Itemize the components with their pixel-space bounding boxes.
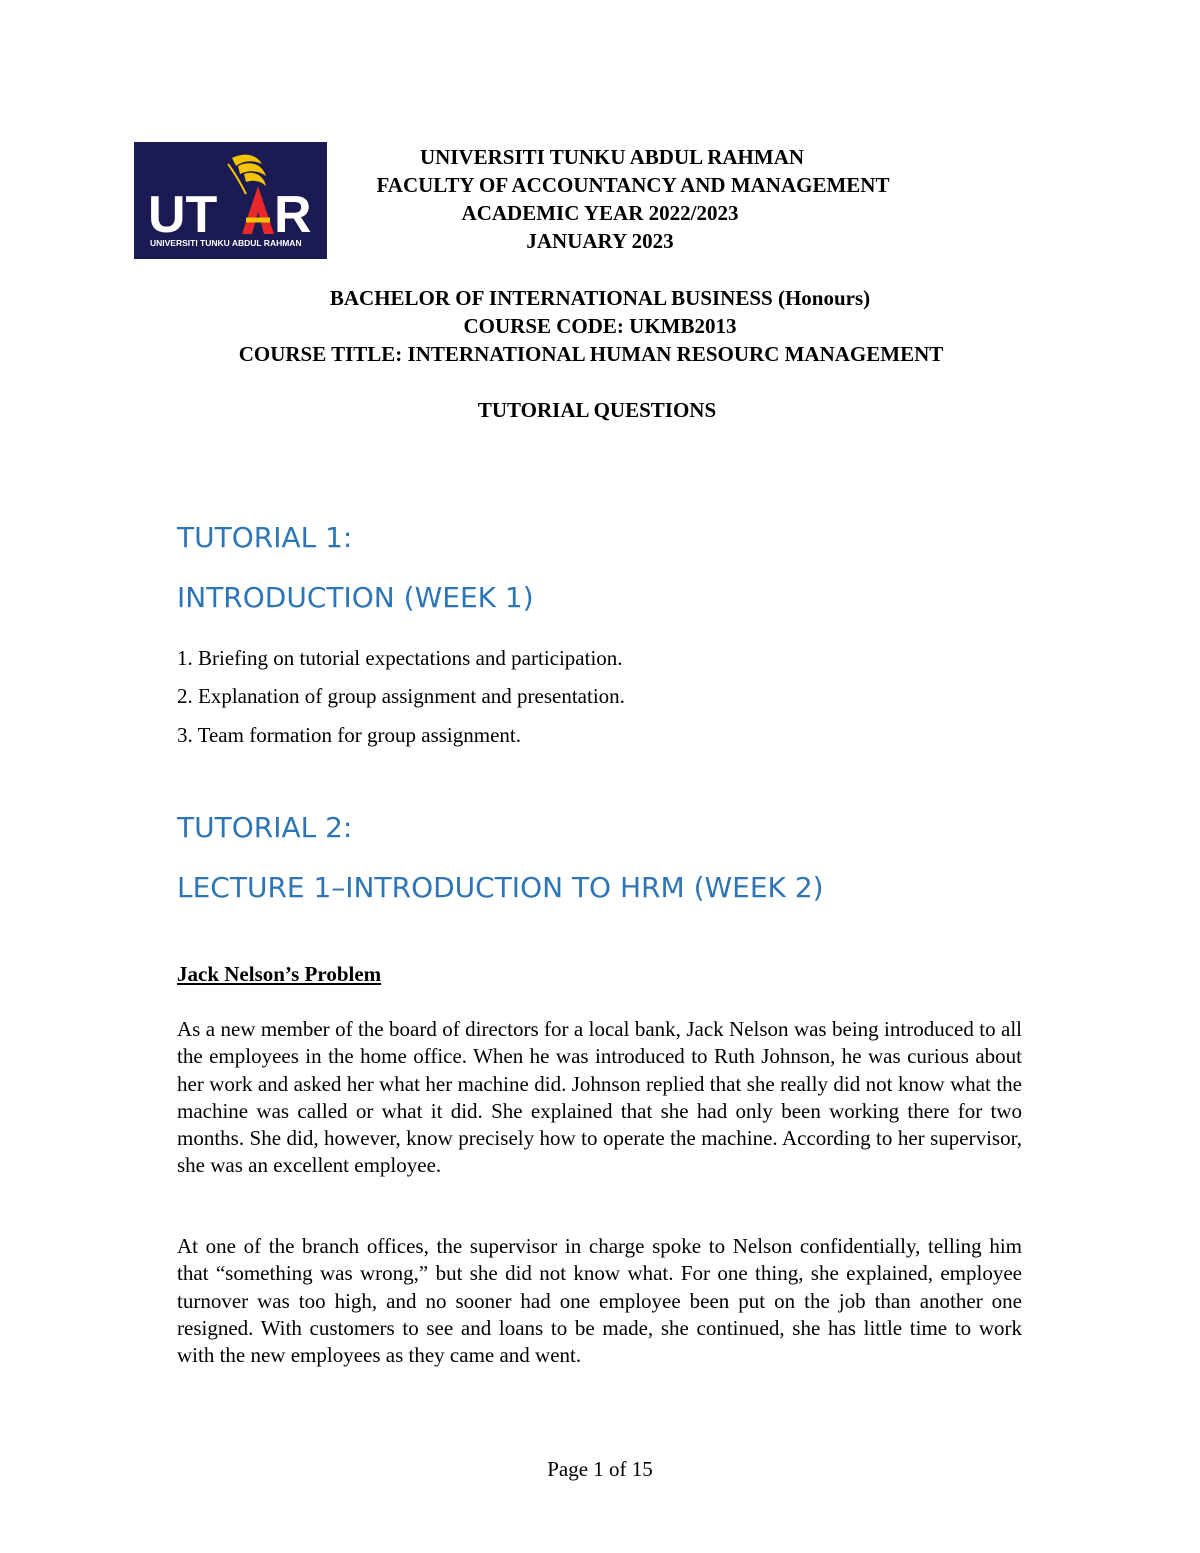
tutorial-1-heading: TUTORIAL 1: [177, 521, 353, 554]
academic-year: ACADEMIC YEAR 2022/2023 [461, 201, 739, 225]
university-name: UNIVERSITI TUNKU ABDUL RAHMAN [419, 145, 805, 169]
course-code: COURSE CODE: UKMB2013 [463, 314, 737, 338]
case-paragraph-1: As a new member of the board of directors for a local bank, Jack Nelson was being introduced to all the employees in the home office. When he was introduced to Ruth Johnson, he was curious about her work and asked her what her machine did. Johnson replied that she really did not know what the machine was called or what it did. She explained that she had only been working there for two months. She did, however, know precisely how to operate the machine. According to her supervisor, she was an excellent employee. [177, 1017, 1022, 1178]
list-item: 2. Explanation of group assignment and presentation. [177, 684, 625, 708]
faculty-name: FACULTY OF ACCOUNTANCY AND MANAGEMENT [376, 173, 890, 197]
case-paragraph-2: At one of the branch offices, the supervisor in charge spoke to Nelson confidentially, telling him that “something was wrong,” but she did not know what. For one thing, she explained, employee turnover was too high, and no sooner had one employee been put on the job than another one resigned. With customers to see and loans to be made, she continued, she has little time to work with the new employees as they came and went. [177, 1234, 1022, 1368]
utar-logo-graphic [134, 142, 327, 259]
list-item: 3. Team formation for group assignment. [177, 723, 521, 747]
svg-text:R: R [274, 186, 312, 244]
tutorial-1-subheading: INTRODUCTION (WEEK 1) [177, 581, 534, 614]
logo-subtitle: UNIVERSITI TUNKU ABDUL RAHMAN [150, 238, 302, 248]
document-type: TUTORIAL QUESTIONS [477, 398, 717, 422]
logo-text: UT [148, 186, 218, 244]
course-title: COURSE TITLE: INTERNATIONAL HUMAN RESOURC MANAGEMENT [238, 342, 944, 366]
case-study-title: Jack Nelson’s Problem [177, 962, 382, 986]
session-month: JANUARY 2023 [526, 229, 674, 253]
list-item: 1. Briefing on tutorial expectations and participation. [177, 646, 623, 670]
tutorial-2-heading: TUTORIAL 2: [177, 811, 353, 844]
utar-logo [134, 142, 327, 259]
tutorial-2-subheading: LECTURE 1–INTRODUCTION TO HRM (WEEK 2) [177, 871, 824, 904]
programme-name: BACHELOR OF INTERNATIONAL BUSINESS (Honours) [329, 286, 871, 310]
page-number: Page 1 of 15 [547, 1457, 653, 1481]
